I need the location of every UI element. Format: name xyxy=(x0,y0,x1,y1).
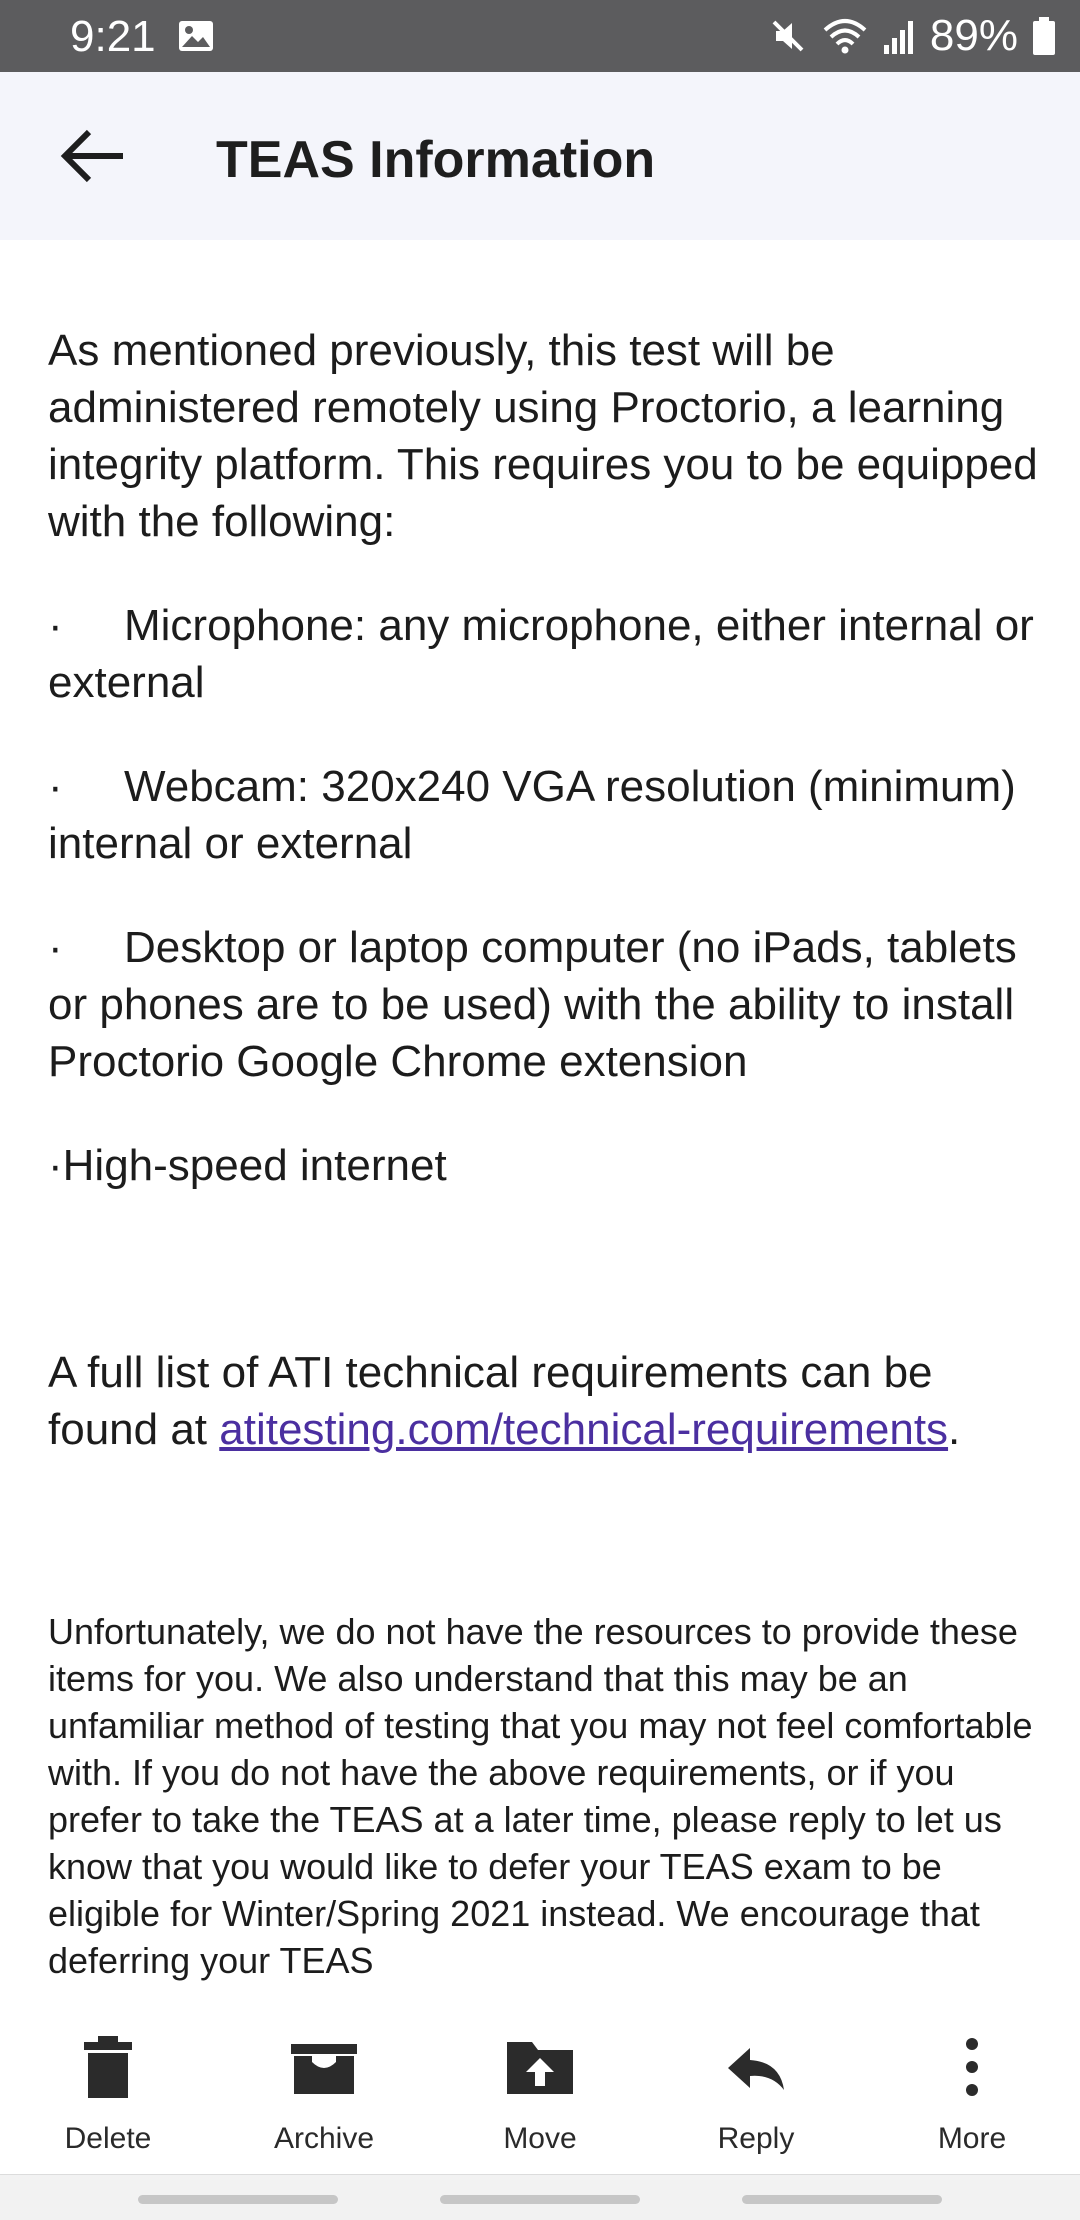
bottom-toolbar xyxy=(0,2004,1080,2174)
folder-move-icon xyxy=(506,2034,574,2100)
move-label: Move xyxy=(503,2122,577,2155)
bullet-dot: · xyxy=(48,762,63,811)
more-button[interactable] xyxy=(864,2004,1080,2174)
archive-icon xyxy=(290,2034,358,2100)
bullet-dot: · xyxy=(48,923,63,972)
bullet-text: Microphone: any microphone, either internal or external xyxy=(48,601,1034,707)
message-body xyxy=(48,240,1038,2004)
status-time: 9:21 xyxy=(70,12,156,61)
bullet-dot: · xyxy=(48,1141,63,1190)
app-header xyxy=(0,72,1080,240)
trash-icon xyxy=(83,2034,133,2100)
battery-percent: 89% xyxy=(929,11,1018,60)
more-label: More xyxy=(937,2122,1007,2155)
bullet-text: Desktop or laptop computer (no iPads, tablets or phones are to be used) with the ability to install Proctorio Google Chrome extension xyxy=(48,923,1017,1086)
list-item xyxy=(48,1137,1038,1194)
delete-label: Delete xyxy=(64,2122,152,2155)
page-title: TEAS Information xyxy=(216,131,656,189)
archive-label: Archive xyxy=(273,2122,375,2155)
signal-icon xyxy=(882,17,916,55)
reply-button[interactable] xyxy=(648,2004,864,2174)
nav-back-button[interactable] xyxy=(742,2195,942,2204)
battery-icon xyxy=(1032,16,1056,56)
back-button[interactable] xyxy=(44,112,140,200)
archive-button[interactable] xyxy=(216,2004,432,2174)
navigation-bar xyxy=(0,2174,1080,2220)
list-item xyxy=(48,919,1038,1090)
requirements-suffix: . xyxy=(948,1405,961,1454)
mute-icon xyxy=(768,16,808,56)
status-bar xyxy=(0,0,1080,72)
bullet-text: Webcam: 320x240 VGA resolution (minimum) internal or external xyxy=(48,762,1016,868)
delete-button[interactable] xyxy=(0,2004,216,2174)
more-vertical-icon xyxy=(962,2034,982,2100)
requirements-link[interactable]: atitesting.com/technical-requirements xyxy=(219,1405,949,1454)
closing-paragraph: Unfortunately, we do not have the resources to provide these items for you. We also understand that this may be an unfamiliar method of testing that you may not feel comfortable with. If you do not have the above requirements, or if you prefer to take the TEAS at a later time, please reply to let us know that you would like to defer your TEAS exam to be eligible for Winter/Spring 2021 instead. We encourage that deferring your TEAS xyxy=(48,1611,1033,1981)
list-item xyxy=(48,758,1038,872)
requirements-text: A full list of ATI technical requirements can be found at xyxy=(48,1348,933,1454)
move-button[interactable] xyxy=(432,2004,648,2174)
intro-paragraph: As mentioned previously, this test will be administered remotely using Proctorio, a learning integrity platform. This requires you to be equipped with the following: xyxy=(48,326,1038,546)
list-item xyxy=(48,597,1038,711)
gallery-icon xyxy=(178,20,214,52)
status-icons xyxy=(768,10,1056,62)
requirements-paragraph xyxy=(48,1344,1038,1458)
bullet-dot: · xyxy=(48,601,63,650)
reply-label: Reply xyxy=(717,2122,795,2155)
arrow-left-icon xyxy=(59,128,125,184)
nav-home-button[interactable] xyxy=(440,2195,640,2204)
nav-recents-button[interactable] xyxy=(138,2195,338,2204)
reply-icon xyxy=(726,2034,786,2100)
wifi-icon xyxy=(822,16,868,56)
bullet-text: High-speed internet xyxy=(62,1141,447,1190)
